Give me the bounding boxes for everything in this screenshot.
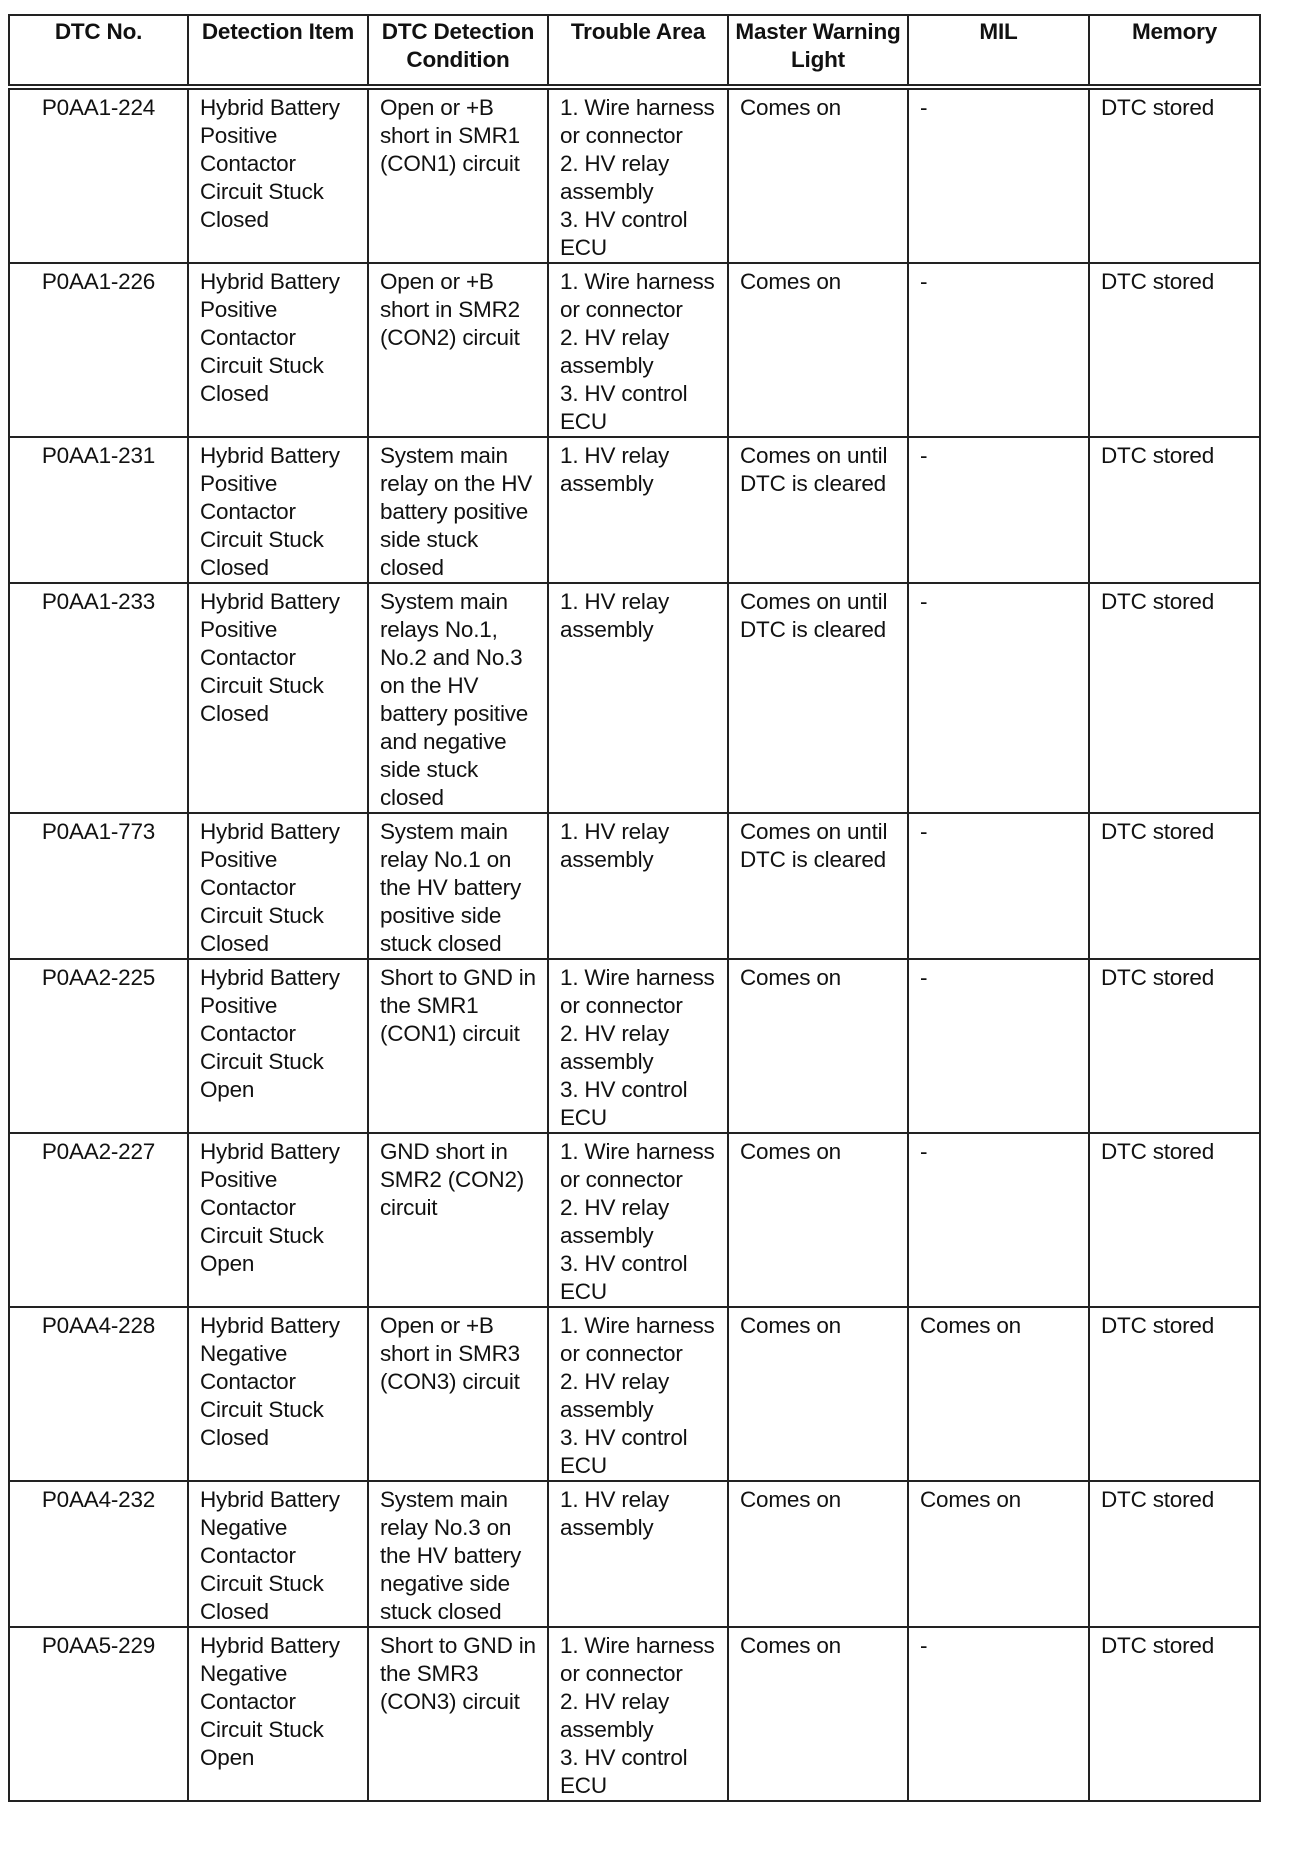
cell-line: or connector <box>560 123 683 148</box>
cell-line: or connector <box>560 993 683 1018</box>
cell-line: Circuit Stuck <box>200 673 324 698</box>
cell-line: 1. Wire harness <box>560 1313 715 1338</box>
cell-line: 1. Wire harness <box>560 269 715 294</box>
cell-trouble-area <box>548 1133 728 1307</box>
cell-line: assembly <box>560 1717 654 1742</box>
cell-trouble-area <box>548 263 728 437</box>
cell-line: Hybrid Battery <box>200 819 340 844</box>
cell-line: battery positive <box>380 701 529 726</box>
cell-line: Contactor <box>200 151 296 176</box>
cell-detection-item <box>188 813 368 959</box>
cell-detection-condition <box>368 1481 548 1627</box>
cell-master-warning-light <box>728 583 908 813</box>
cell-line: DTC is cleared <box>740 617 886 642</box>
cell-mil: - <box>908 583 1089 813</box>
cell-line: 3. HV control <box>560 1425 688 1450</box>
cell-memory: DTC stored <box>1089 263 1260 437</box>
table-body <box>9 87 1260 1801</box>
cell-line: Open or +B <box>380 269 494 294</box>
table-row <box>9 1481 1260 1627</box>
table-row <box>9 437 1260 583</box>
cell-dtc-no: P0AA1-224 <box>9 87 188 263</box>
cell-line: Circuit Stuck <box>200 903 324 928</box>
cell-line: ECU <box>560 1279 607 1304</box>
cell-line: 1. HV relay <box>560 589 670 614</box>
cell-line: assembly <box>560 1397 654 1422</box>
cell-line: Closed <box>200 931 269 956</box>
cell-dtc-no: P0AA1-233 <box>9 583 188 813</box>
cell-master-warning-light <box>728 1307 908 1481</box>
cell-line: relay No.3 on <box>380 1515 512 1540</box>
cell-trouble-area <box>548 87 728 263</box>
cell-memory: DTC stored <box>1089 583 1260 813</box>
cell-memory: DTC stored <box>1089 1481 1260 1627</box>
cell-line: ECU <box>560 1105 607 1130</box>
cell-line: Contactor <box>200 1195 296 1220</box>
cell-line: Circuit Stuck <box>200 527 324 552</box>
cell-line: 1. HV relay <box>560 819 670 844</box>
cell-trouble-area <box>548 1627 728 1801</box>
cell-line: (CON3) circuit <box>380 1369 520 1394</box>
cell-line: Hybrid Battery <box>200 965 340 990</box>
cell-line: Contactor <box>200 645 296 670</box>
cell-dtc-no: P0AA2-227 <box>9 1133 188 1307</box>
cell-line: Hybrid Battery <box>200 1633 340 1658</box>
cell-line: Negative <box>200 1661 288 1686</box>
cell-detection-item <box>188 1307 368 1481</box>
cell-master-warning-light <box>728 87 908 263</box>
cell-line: Hybrid Battery <box>200 589 340 614</box>
cell-master-warning-light <box>728 959 908 1133</box>
cell-line: side stuck <box>380 757 479 782</box>
cell-line: 2. HV relay <box>560 1195 670 1220</box>
cell-line: Positive <box>200 847 278 872</box>
table-row <box>9 813 1260 959</box>
cell-memory: DTC stored <box>1089 437 1260 583</box>
cell-line: or connector <box>560 1341 683 1366</box>
cell-line: Positive <box>200 471 278 496</box>
cell-detection-item <box>188 1627 368 1801</box>
cell-line: GND short in <box>380 1139 508 1164</box>
cell-line: (CON1) circuit <box>380 1021 520 1046</box>
cell-line: Comes on <box>740 1313 841 1338</box>
cell-detection-condition <box>368 959 548 1133</box>
cell-line: Comes on <box>740 1139 841 1164</box>
cell-line: assembly <box>560 353 654 378</box>
header-trouble-area: Trouble Area <box>548 15 728 87</box>
cell-line: Comes on until <box>740 819 888 844</box>
cell-memory: DTC stored <box>1089 1133 1260 1307</box>
cell-line: 1. HV relay <box>560 1487 670 1512</box>
cell-memory: DTC stored <box>1089 87 1260 263</box>
cell-mil: - <box>908 1133 1089 1307</box>
cell-line: stuck closed <box>380 931 502 956</box>
cell-line: ECU <box>560 235 607 260</box>
cell-line: Circuit Stuck <box>200 1717 324 1742</box>
cell-memory: DTC stored <box>1089 1627 1260 1801</box>
cell-memory: DTC stored <box>1089 813 1260 959</box>
cell-line: relay on the HV <box>380 471 533 496</box>
cell-line: on the HV <box>380 673 479 698</box>
dtc-table <box>8 14 1261 1802</box>
cell-line: Closed <box>200 1425 269 1450</box>
table-row <box>9 583 1260 813</box>
cell-line: 2. HV relay <box>560 1369 670 1394</box>
cell-line: (CON3) circuit <box>380 1689 520 1714</box>
cell-detection-condition <box>368 1627 548 1801</box>
cell-line: circuit <box>380 1195 438 1220</box>
cell-line: Circuit Stuck <box>200 353 324 378</box>
cell-line: the HV battery <box>380 875 522 900</box>
cell-line: 2. HV relay <box>560 151 670 176</box>
cell-line: System main <box>380 589 508 614</box>
cell-line: stuck closed <box>380 1599 502 1624</box>
cell-dtc-no: P0AA1-231 <box>9 437 188 583</box>
cell-detection-item <box>188 437 368 583</box>
cell-master-warning-light <box>728 1627 908 1801</box>
cell-master-warning-light <box>728 263 908 437</box>
cell-master-warning-light <box>728 1481 908 1627</box>
cell-line: short in SMR1 <box>380 123 520 148</box>
cell-line: Circuit Stuck <box>200 1049 324 1074</box>
cell-detection-item <box>188 583 368 813</box>
cell-mil: Comes on <box>908 1307 1089 1481</box>
cell-line: 1. Wire harness <box>560 965 715 990</box>
cell-detection-item <box>188 1481 368 1627</box>
cell-line: Open <box>200 1745 255 1770</box>
cell-line: Open or +B <box>380 95 494 120</box>
cell-line: System main <box>380 443 508 468</box>
cell-line: or connector <box>560 1167 683 1192</box>
cell-mil: - <box>908 813 1089 959</box>
cell-line: Comes on <box>740 269 841 294</box>
cell-line: ECU <box>560 1453 607 1478</box>
cell-dtc-no: P0AA5-229 <box>9 1627 188 1801</box>
cell-line: DTC is cleared <box>740 471 886 496</box>
cell-line: 2. HV relay <box>560 1021 670 1046</box>
cell-line: assembly <box>560 1223 654 1248</box>
cell-dtc-no: P0AA4-228 <box>9 1307 188 1481</box>
cell-mil: - <box>908 87 1089 263</box>
cell-line: Short to GND in <box>380 1633 536 1658</box>
cell-line: SMR2 (CON2) <box>380 1167 525 1192</box>
cell-line: ECU <box>560 409 607 434</box>
cell-trouble-area <box>548 813 728 959</box>
cell-line: Closed <box>200 381 269 406</box>
cell-line: Negative <box>200 1341 288 1366</box>
cell-line: Contactor <box>200 1369 296 1394</box>
cell-line: assembly <box>560 847 654 872</box>
cell-line: Hybrid Battery <box>200 443 340 468</box>
cell-detection-condition <box>368 263 548 437</box>
cell-line: ECU <box>560 1773 607 1798</box>
table-row <box>9 1133 1260 1307</box>
cell-line: System main <box>380 819 508 844</box>
cell-line: or connector <box>560 1661 683 1686</box>
cell-line: the SMR3 <box>380 1661 479 1686</box>
cell-master-warning-light <box>728 437 908 583</box>
cell-memory: DTC stored <box>1089 1307 1260 1481</box>
cell-mil: Comes on <box>908 1481 1089 1627</box>
cell-line: assembly <box>560 471 654 496</box>
cell-line: Contactor <box>200 875 296 900</box>
cell-master-warning-light <box>728 813 908 959</box>
cell-trouble-area <box>548 959 728 1133</box>
cell-trouble-area <box>548 583 728 813</box>
cell-mil: - <box>908 1627 1089 1801</box>
cell-line: Contactor <box>200 499 296 524</box>
cell-line: short in SMR3 <box>380 1341 520 1366</box>
cell-line: Comes on <box>740 1633 841 1658</box>
cell-dtc-no: P0AA2-225 <box>9 959 188 1133</box>
cell-dtc-no: P0AA1-226 <box>9 263 188 437</box>
cell-line: or connector <box>560 297 683 322</box>
cell-line: Comes on <box>740 1487 841 1512</box>
cell-line: side stuck <box>380 527 479 552</box>
cell-line: Contactor <box>200 1543 296 1568</box>
cell-line: 1. Wire harness <box>560 95 715 120</box>
cell-line: Positive <box>200 123 278 148</box>
cell-detection-item <box>188 959 368 1133</box>
header-master-warning-light: Master Warning Light <box>728 15 908 87</box>
cell-line: Open or +B <box>380 1313 494 1338</box>
cell-line: relays No.1, <box>380 617 498 642</box>
cell-master-warning-light <box>728 1133 908 1307</box>
table-row <box>9 1307 1260 1481</box>
table-row <box>9 1627 1260 1801</box>
table-row <box>9 87 1260 263</box>
cell-memory: DTC stored <box>1089 959 1260 1133</box>
cell-line: closed <box>380 555 444 580</box>
cell-line: Hybrid Battery <box>200 269 340 294</box>
cell-line: 3. HV control <box>560 1251 688 1276</box>
cell-trouble-area <box>548 1481 728 1627</box>
cell-line: and negative <box>380 729 507 754</box>
cell-detection-item <box>188 263 368 437</box>
cell-line: short in SMR2 <box>380 297 520 322</box>
cell-detection-item <box>188 87 368 263</box>
cell-mil: - <box>908 263 1089 437</box>
header-detection-condition: DTC Detection Condition <box>368 15 548 87</box>
table-row <box>9 959 1260 1133</box>
cell-line: 1. HV relay <box>560 443 670 468</box>
cell-line: 3. HV control <box>560 1077 688 1102</box>
cell-line: Contactor <box>200 1689 296 1714</box>
header-detection-item: Detection Item <box>188 15 368 87</box>
cell-line: Positive <box>200 1167 278 1192</box>
cell-line: Comes on until <box>740 443 888 468</box>
header-row <box>9 15 1260 87</box>
cell-detection-condition <box>368 87 548 263</box>
cell-line: (CON1) circuit <box>380 151 520 176</box>
cell-line: Hybrid Battery <box>200 95 340 120</box>
cell-detection-condition <box>368 1133 548 1307</box>
cell-detection-condition <box>368 437 548 583</box>
cell-line: relay No.1 on <box>380 847 512 872</box>
cell-line: Contactor <box>200 1021 296 1046</box>
cell-line: 2. HV relay <box>560 1689 670 1714</box>
cell-line: 3. HV control <box>560 207 688 232</box>
cell-line: 3. HV control <box>560 1745 688 1770</box>
cell-line: Contactor <box>200 325 296 350</box>
cell-line: Hybrid Battery <box>200 1487 340 1512</box>
cell-line: Positive <box>200 617 278 642</box>
cell-line: negative side <box>380 1571 510 1596</box>
cell-line: 1. Wire harness <box>560 1139 715 1164</box>
cell-trouble-area <box>548 437 728 583</box>
cell-detection-item <box>188 1133 368 1307</box>
cell-line: Comes on <box>740 965 841 990</box>
cell-line: Open <box>200 1077 255 1102</box>
cell-line: Closed <box>200 555 269 580</box>
cell-detection-condition <box>368 583 548 813</box>
cell-line: Closed <box>200 207 269 232</box>
cell-line: Positive <box>200 993 278 1018</box>
cell-line: battery positive <box>380 499 529 524</box>
cell-line: Circuit Stuck <box>200 1223 324 1248</box>
cell-line: the HV battery <box>380 1543 522 1568</box>
cell-line: Open <box>200 1251 255 1276</box>
cell-line: assembly <box>560 179 654 204</box>
cell-detection-condition <box>368 1307 548 1481</box>
cell-line: closed <box>380 785 444 810</box>
cell-line: Hybrid Battery <box>200 1139 340 1164</box>
cell-line: assembly <box>560 617 654 642</box>
cell-line: Short to GND in <box>380 965 536 990</box>
cell-line: assembly <box>560 1049 654 1074</box>
cell-line: Hybrid Battery <box>200 1313 340 1338</box>
cell-line: Comes on until <box>740 589 888 614</box>
table-row <box>9 263 1260 437</box>
cell-line: Circuit Stuck <box>200 179 324 204</box>
cell-line: No.2 and No.3 <box>380 645 523 670</box>
cell-line: (CON2) circuit <box>380 325 520 350</box>
header-memory: Memory <box>1089 15 1260 87</box>
cell-line: System main <box>380 1487 508 1512</box>
cell-line: Circuit Stuck <box>200 1571 324 1596</box>
cell-line: 3. HV control <box>560 381 688 406</box>
cell-dtc-no: P0AA4-232 <box>9 1481 188 1627</box>
cell-line: Closed <box>200 701 269 726</box>
cell-line: 1. Wire harness <box>560 1633 715 1658</box>
cell-dtc-no: P0AA1-773 <box>9 813 188 959</box>
cell-line: positive side <box>380 903 502 928</box>
cell-trouble-area <box>548 1307 728 1481</box>
cell-line: assembly <box>560 1515 654 1540</box>
cell-line: the SMR1 <box>380 993 479 1018</box>
cell-line: Comes on <box>740 95 841 120</box>
header-mil: MIL <box>908 15 1089 87</box>
cell-line: Circuit Stuck <box>200 1397 324 1422</box>
cell-detection-condition <box>368 813 548 959</box>
cell-line: DTC is cleared <box>740 847 886 872</box>
cell-line: Negative <box>200 1515 288 1540</box>
header-dtc-no: DTC No. <box>9 15 188 87</box>
cell-mil: - <box>908 959 1089 1133</box>
cell-line: Closed <box>200 1599 269 1624</box>
cell-mil: - <box>908 437 1089 583</box>
cell-line: 2. HV relay <box>560 325 670 350</box>
cell-line: Positive <box>200 297 278 322</box>
